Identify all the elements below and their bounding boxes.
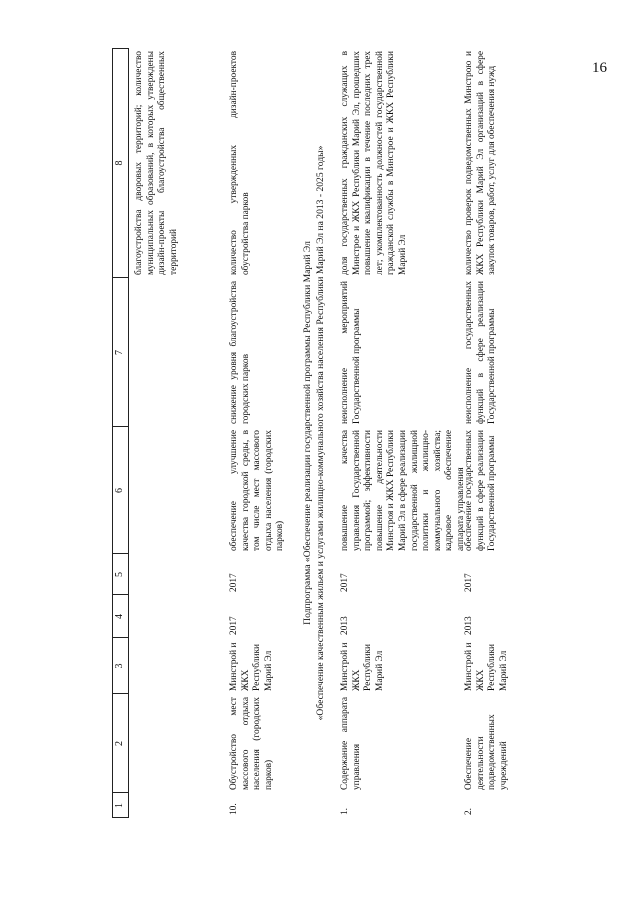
prev-row-indicator: благоустройства дворовых территорий; количество муниципальных образований, в которых утверждены дизайн-проекты благоустройства общественных территорий xyxy=(134,51,179,275)
column-header-7: 7 xyxy=(114,350,125,355)
column-header-2: 2 xyxy=(114,741,125,746)
row1-consequence: неисполнение мероприятий Государственной программы xyxy=(340,281,362,424)
row1-number: 1. xyxy=(340,807,350,815)
page-number: 16 xyxy=(592,60,607,76)
row10-result: обеспечение улучшение качества городской среды, в том числе мест массового отдыха населения (городских парков) xyxy=(229,430,286,551)
row2-result: обеспечение государственных функций в сфере реализации Государственной программы xyxy=(464,430,498,551)
row10-executor: Минстрой и ЖКХ Республики Марий Эл xyxy=(229,642,274,691)
table-top-rule xyxy=(112,48,113,818)
column-header-3: 3 xyxy=(114,663,125,669)
row1-executor: Минстрой и ЖКХ Республики Марий Эл xyxy=(340,642,385,691)
column-header-8: 8 xyxy=(114,160,125,166)
row10-consequence: снижение уровня благоустройства городских парков xyxy=(229,281,251,424)
row2-executor: Минстрой и ЖКХ Республики Марий Эл xyxy=(464,642,509,691)
row10-number: 10. xyxy=(229,803,239,815)
row1-start-year: 2013 xyxy=(340,616,350,635)
rotated-table-page xyxy=(112,48,542,818)
row2-consequence: неисполнение государственных функций в сфере реализации Государственной программы xyxy=(464,281,498,424)
row2-number: 2. xyxy=(464,807,474,815)
row2-indicator: количество проверок подведомственных Минстрою и ЖКХ Республики Марий Эл организаций в сфере закупок товаров, работ, услуг для обеспечения нужд xyxy=(464,51,498,275)
row2-end-year: 2017 xyxy=(464,573,474,592)
row1-indicator: доля государственных гражданских служащих в Минстрое и ЖКХ Республики Марий Эл, прошедших повышение квалификации в течение последних трех лет; укомплектованность должностей государственной гражданской службы в Минстрое и ЖКХ Республики Марий Эл xyxy=(340,51,408,275)
row2-name: Обеспечение деятельности подведомственных учреждений xyxy=(464,714,509,790)
row1-result: повышение качества управления Государственной программой; эффективности повышение деятельности Минстроя и ЖКХ Республики Марий Эл в сфере реализации государственной жилищной политики и жилищно-коммунального хозяйства; кадровое обеспечение аппарата управления xyxy=(340,430,466,551)
column-header-1: 1 xyxy=(114,803,125,808)
subprogram-title-line2: «Обеспечение качественным жильем и услугами жилищно-коммунального хозяйства населения Республики Марий Эл на 2013 - 2025 годы» xyxy=(315,145,326,721)
subprogram-title-line1: Подпрограмма «Обеспечение реализации государственной программы Республики Марий Эл xyxy=(302,241,313,625)
row10-indicator: количество утвержденных дизайн-проектов обустройства парков xyxy=(229,51,251,275)
row10-name: Обустройство мест массового отдыха населения (городских парков) xyxy=(229,697,274,790)
header-bottom-rule xyxy=(128,48,129,818)
row10-end-year: 2017 xyxy=(229,573,239,592)
column-header-6: 6 xyxy=(114,488,125,493)
row1-name: Содержание аппарата управления xyxy=(340,697,362,790)
row2-start-year: 2013 xyxy=(464,616,474,635)
column-header-4: 4 xyxy=(114,614,125,619)
column-header-5: 5 xyxy=(114,572,125,577)
row1-end-year: 2017 xyxy=(340,573,350,592)
row10-start-year: 2017 xyxy=(229,616,239,635)
